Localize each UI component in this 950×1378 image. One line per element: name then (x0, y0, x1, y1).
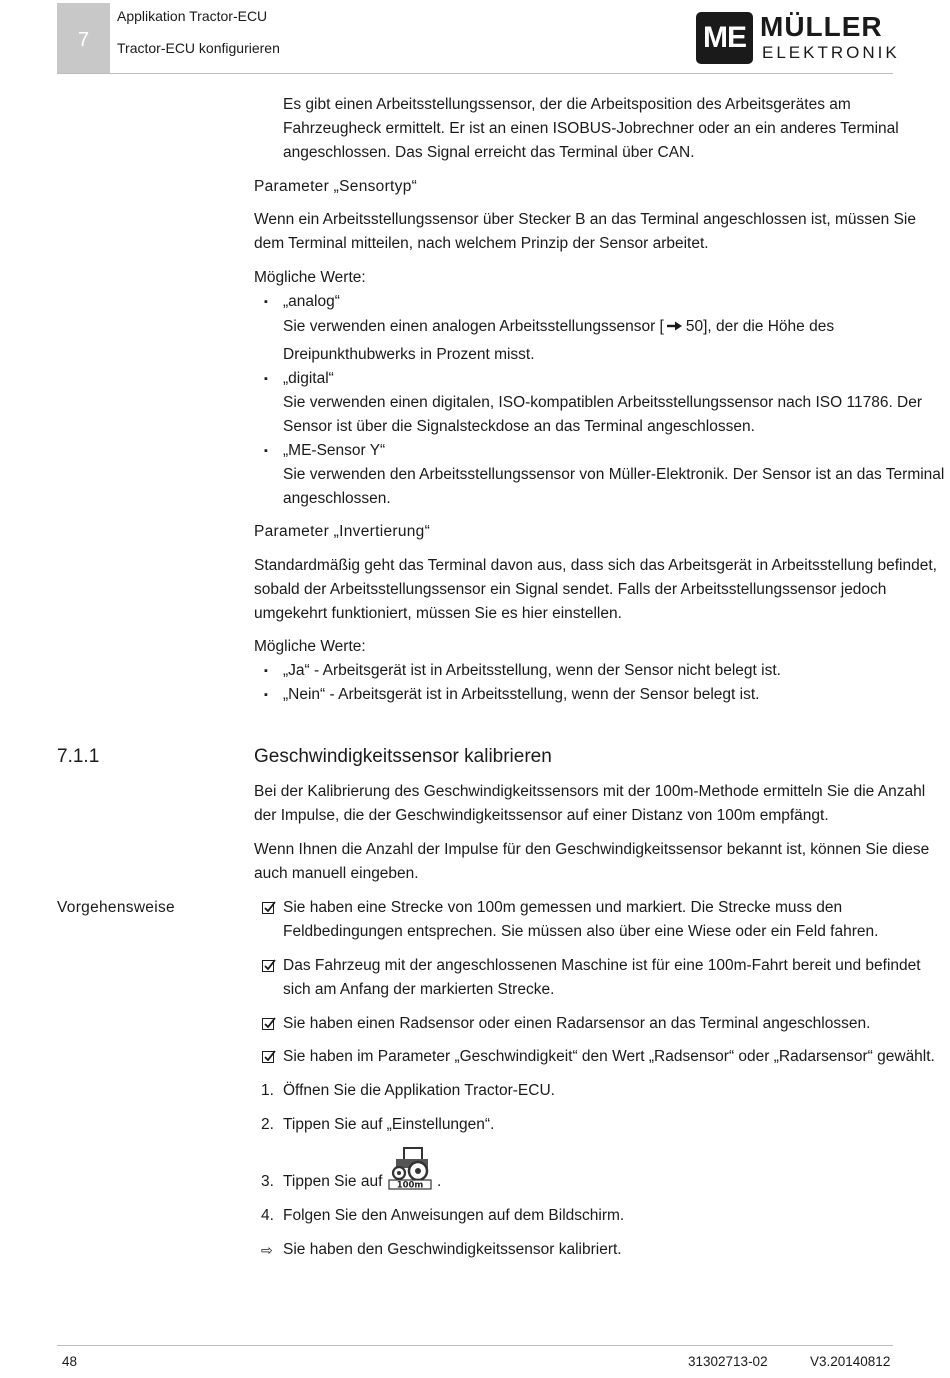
bullet-icon: ▪ (264, 665, 268, 677)
step-text: Tippen Sie auf (283, 1173, 383, 1190)
section-number: 7.1.1 (57, 746, 100, 767)
option-description: Sie verwenden einen digitalen, ISO-kompatiblen Arbeitsstellungssensor nach ISO 11786. Der (283, 394, 923, 411)
step-text: Tippen Sie auf „Einstellungen“. (283, 1116, 495, 1133)
values-label: Mögliche Werte: (254, 638, 366, 655)
intro-line: Es gibt einen Arbeitsstellungssensor, der die Arbeitsposition des Arbeitsgerätes am (283, 96, 851, 113)
invertierung-description: Standardmäßig geht das Terminal davon aus, dass sich das Arbeitsgerät in Arbeitsstellung befindet, (254, 557, 937, 574)
header-subtitle: Tractor-ECU konfigurieren (117, 40, 280, 56)
chapter-tab (57, 3, 110, 73)
section-paragraph: Bei der Kalibrierung des Geschwindigkeitssensors mit der 100m-Methode ermitteln Sie die Anzahl (254, 783, 926, 800)
invertierung-heading: Parameter „Invertierung“ (254, 523, 431, 540)
step-text-suffix: . (437, 1173, 442, 1190)
precondition-item: Sie haben eine Strecke von 100m gemessen und markiert. Die Strecke muss den (283, 899, 843, 916)
sensortyp-description: dem Terminal mitteilen, nach welchem Prinzip der Sensor arbeitet. (254, 235, 709, 252)
tractor-icon-label: 100m (396, 1180, 424, 1190)
precondition-item: sich am Anfang der markierten Strecke. (283, 981, 555, 998)
step-text: Folgen Sie den Anweisungen auf dem Bildschirm. (283, 1207, 625, 1224)
logo-subname: ELEKTRONIK (762, 43, 900, 62)
step-number: 2. (261, 1116, 274, 1133)
footer-divider (57, 1345, 893, 1346)
company-logo (696, 10, 900, 66)
option-item: „Ja“ - Arbeitsgerät ist in Arbeitsstellung, wenn der Sensor nicht belegt ist. (283, 662, 781, 679)
bullet-icon: ▪ (264, 445, 268, 457)
step-number: 4. (261, 1207, 274, 1224)
precondition-item: Sie haben im Parameter „Geschwindigkeit“ den Wert „Radsensor“ oder „Radarsensor“ gewählt. (283, 1048, 935, 1065)
precondition-item: Das Fahrzeug mit der angeschlossenen Maschine ist für eine 100m-Fahrt bereit und befindet (283, 957, 921, 974)
cross-reference-arrow-icon (666, 320, 684, 332)
logo-name: MÜLLER (760, 11, 883, 42)
invertierung-description: sobald der Arbeitsstellungssensor ein Signal sendet. Falls der Arbeitsstellungssensor jedoch (254, 581, 887, 598)
sensortyp-description: Wenn ein Arbeitsstellungssensor über Stecker B an das Terminal angeschlossen ist, müssen Sie (254, 211, 916, 228)
section-paragraph: Wenn Ihnen die Anzahl der Impulse für den Geschwindigkeitssensor bekannt ist, können Sie diese (254, 841, 930, 858)
option-description: Dreipunkthubwerks in Prozent misst. (283, 346, 535, 363)
chapter-number: 7 (77, 29, 90, 51)
option-description: Sensor ist über die Signalsteckdose an das Terminal angeschlossen. (283, 418, 755, 435)
option-name: „ME-Sensor Y“ (283, 442, 386, 459)
option-description: angeschlossen. (283, 490, 391, 507)
option-name: „analog“ (283, 293, 340, 310)
intro-line: angeschlossen. Das Signal erreicht das Terminal über CAN. (283, 144, 695, 161)
bullet-icon: ▪ (264, 689, 268, 701)
sensortyp-heading: Parameter „Sensortyp“ (254, 178, 418, 195)
procedure-label: Vorgehensweise (57, 899, 175, 916)
document-version: V3.20140812 (810, 1354, 891, 1369)
checked-box-icon (262, 902, 274, 914)
invertierung-description: umgekehrt funktioniert, müssen Sie es hier einstellen. (254, 605, 622, 622)
bullet-icon: ▪ (264, 373, 268, 385)
result-text: Sie haben den Geschwindigkeitssensor kalibriert. (283, 1241, 622, 1258)
precondition-item: Sie haben einen Radsensor oder einen Radarsensor an das Terminal angeschlossen. (283, 1015, 871, 1032)
step-text: Öffnen Sie die Applikation Tractor-ECU. (283, 1082, 555, 1099)
values-label: Mögliche Werte: (254, 269, 366, 286)
checked-box-icon (262, 960, 274, 972)
step-number: 1. (261, 1082, 274, 1099)
section-paragraph: der Impulse, die der Geschwindigkeitssensor auf einer Distanz von 100m empfängt. (254, 807, 829, 824)
option-description: Sie verwenden einen analogen Arbeitsstellungssensor [ 50], der die Höhe des (283, 318, 835, 335)
bullet-icon: ▪ (264, 296, 268, 308)
document-number: 31302713-02 (688, 1354, 768, 1369)
option-description: Sie verwenden den Arbeitsstellungssensor von Müller-Elektronik. Der Sensor ist an das Terminal (283, 466, 945, 483)
result-arrow-icon: ⇨ (261, 1242, 273, 1258)
checked-box-icon (262, 1051, 274, 1063)
header-divider (57, 73, 893, 74)
option-item: „Nein“ - Arbeitsgerät ist in Arbeitsstellung, wenn der Sensor belegt ist. (283, 686, 760, 703)
intro-line: Fahrzeugheck ermittelt. Er ist an einen ISOBUS-Jobrechner oder an ein anderes Terminal (283, 120, 899, 137)
page-number: 48 (62, 1354, 78, 1369)
checked-box-icon (262, 1018, 274, 1030)
logo-mark: ME (696, 12, 753, 64)
precondition-item: Feldbedingungen entsprechen. Sie müssen also über eine Wiese oder ein Feld fahren. (283, 923, 879, 940)
option-name: „digital“ (283, 370, 334, 387)
section-paragraph: auch manuell eingeben. (254, 865, 419, 882)
header-title: Applikation Tractor-ECU (117, 8, 268, 24)
tractor-100m-icon (388, 1146, 432, 1190)
section-title: Geschwindigkeitssensor kalibrieren (254, 746, 552, 767)
step-number: 3. (261, 1173, 274, 1190)
